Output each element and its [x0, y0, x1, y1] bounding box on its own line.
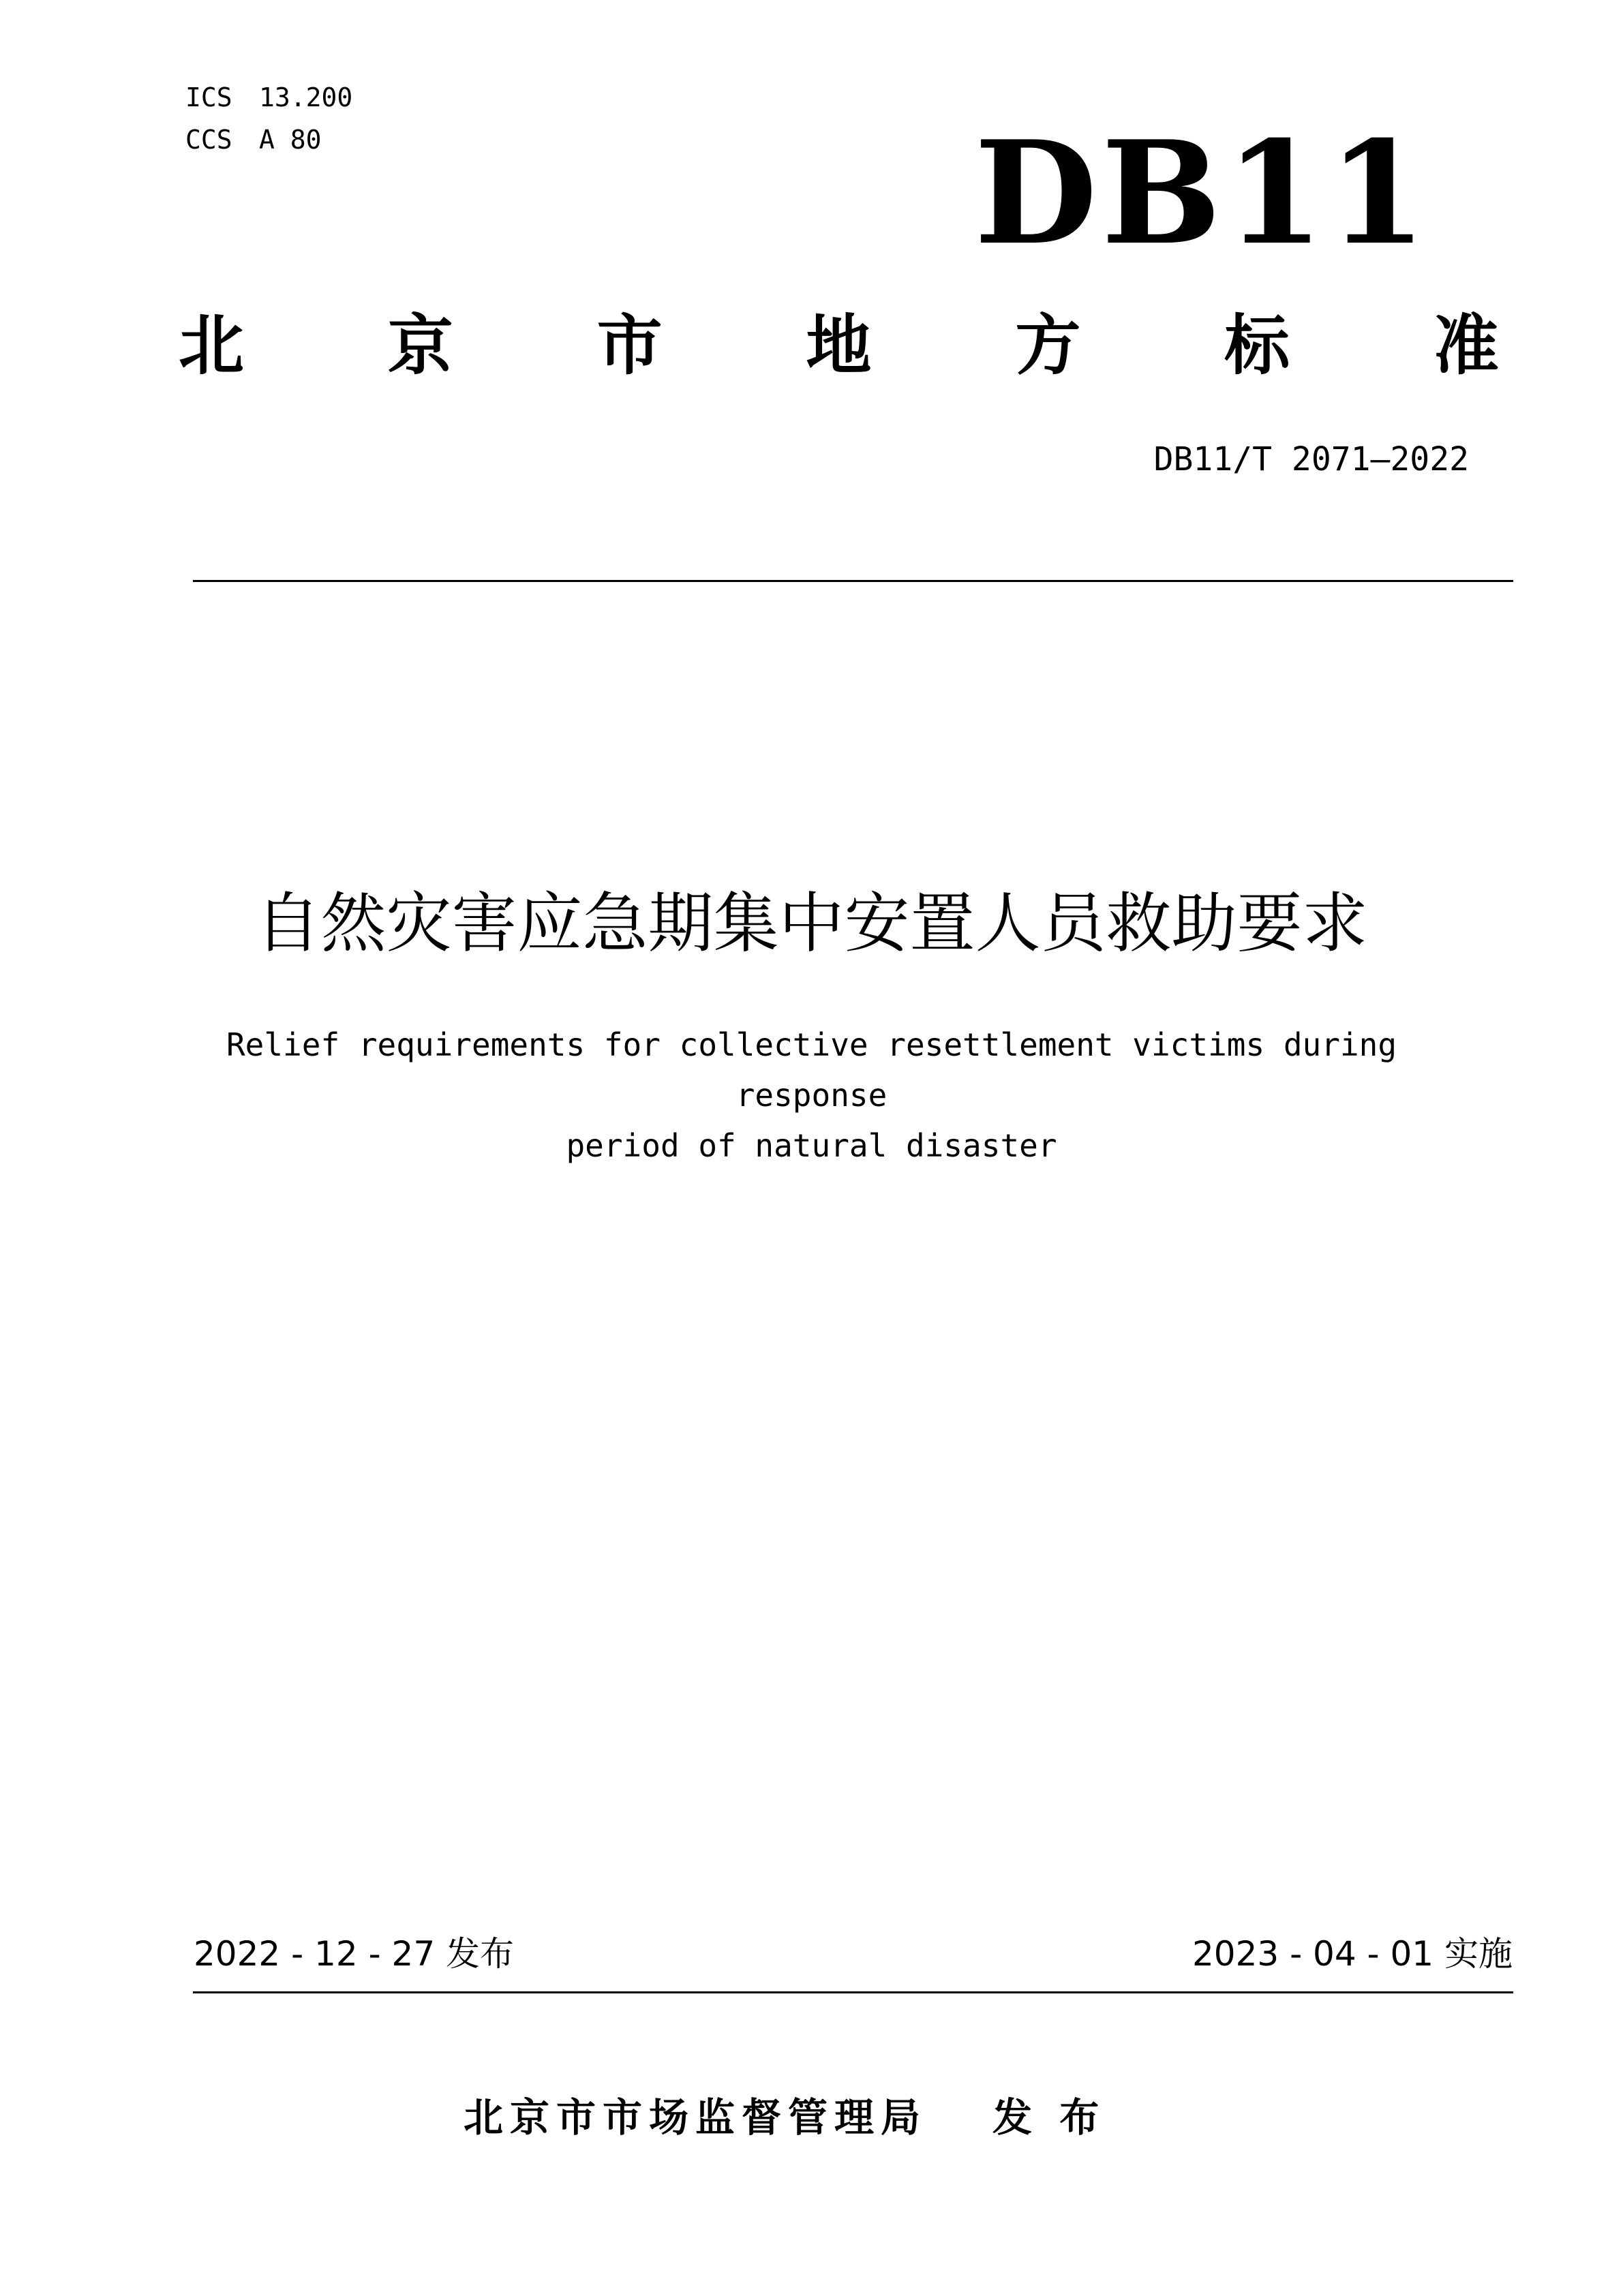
standard-type-char: 京: [387, 307, 453, 384]
issue-date: 2022 - 12 - 27 发布: [194, 1934, 515, 1974]
title-english-line-1: Relief requirements for collective resettlement victims during response: [226, 1026, 1397, 1114]
issuing-authority: [464, 2096, 1106, 2140]
standard-type-char: 地: [806, 307, 872, 384]
title-chinese: 自然灾害应急期集中安置人员救助要求: [255, 885, 1368, 962]
standard-type-char: 标: [1224, 307, 1290, 384]
issuer-name: 北京市市场监督管理局: [464, 2094, 928, 2141]
classification-codes: [185, 76, 352, 161]
effective-date: 2023 - 04 - 01 实施: [1192, 1934, 1513, 1974]
standard-type-heading: [179, 307, 1499, 384]
ics-label: ICS: [185, 82, 232, 112]
issuer-action: 发 布: [992, 2094, 1106, 2141]
standard-type-char: 市: [596, 307, 663, 384]
ics-code: [185, 76, 352, 119]
standard-type-char: 北: [179, 307, 244, 384]
bottom-divider: [193, 1991, 1513, 1993]
title-english: [157, 1020, 1466, 1171]
title-english-line-2: period of natural disaster: [566, 1127, 1057, 1164]
standard-type-char: 准: [1433, 307, 1499, 384]
ics-value: 13.200: [259, 82, 353, 112]
ccs-code: [185, 119, 352, 161]
db11-logo: DB11: [974, 110, 1431, 277]
standard-type-char: 方: [1015, 307, 1081, 384]
standard-number: DB11/T 2071—2022: [1153, 440, 1469, 478]
ccs-label: CCS: [185, 125, 232, 155]
ccs-value: A 80: [259, 125, 322, 155]
top-divider: [193, 580, 1513, 582]
